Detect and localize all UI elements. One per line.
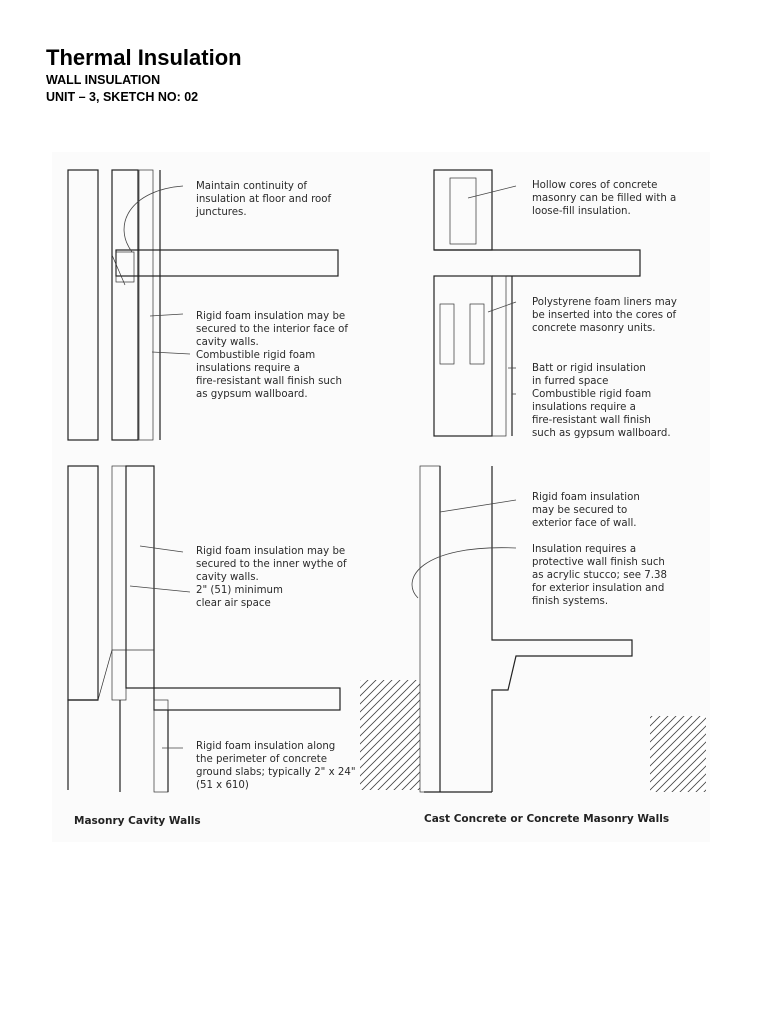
caption-masonry-cavity-walls: Masonry Cavity Walls: [74, 815, 201, 827]
note-tl-2: [196, 311, 351, 400]
note-bl-2-line: ground slabs; typically 2" x 24": [196, 767, 356, 778]
note-tr-3-line: insulations require a: [532, 402, 636, 413]
note-tr-2: [532, 297, 680, 334]
note-bl-1-line: cavity walls.: [196, 572, 259, 583]
note-tr-2-line: concrete masonry units.: [532, 323, 656, 334]
note-br-1-line: exterior face of wall.: [532, 518, 637, 529]
page-subtitle: WALL INSULATION: [46, 73, 161, 87]
note-br-1: [532, 492, 643, 529]
note-tr-3-line: Batt or rigid insulation: [532, 363, 646, 374]
note-bl-2-line: the perimeter of concrete: [196, 754, 328, 765]
note-tl-2-line: secured to the interior face of: [196, 324, 348, 335]
note-tr-1-line: loose-fill insulation.: [532, 206, 631, 217]
note-bl-1: [196, 546, 350, 609]
note-tr-3-line: fire-resistant wall finish: [532, 415, 651, 426]
note-tr-2-line: Polystyrene foam liners may: [532, 297, 677, 308]
note-bl-1-line: clear air space: [196, 598, 271, 609]
note-br-1-line: may be secured to: [532, 505, 628, 516]
note-bl-2: [196, 741, 359, 791]
note-tr-3-line: Combustible rigid foam: [532, 389, 652, 400]
note-tr-3-line: in furred space: [532, 376, 609, 387]
note-tl-2-line: insulations require a: [196, 363, 300, 374]
note-tr-1-line: Hollow cores of concrete: [532, 180, 658, 191]
note-br-2: [532, 544, 670, 607]
note-br-2-line: as acrylic stucco; see 7.38: [532, 570, 667, 581]
note-tl-1: [195, 181, 334, 218]
note-br-2-line: protective wall finish such: [532, 557, 665, 568]
note-tl-1-line: insulation at floor and roof: [196, 194, 332, 205]
note-tr-1: [532, 180, 680, 217]
page-title: Thermal Insulation: [46, 45, 242, 70]
note-tr-2-line: be inserted into the cores of: [532, 310, 677, 321]
note-tl-2-line: Combustible rigid foam: [196, 350, 316, 361]
note-br-2-line: finish systems.: [532, 596, 609, 607]
caption-cast-concrete-walls: Cast Concrete or Concrete Masonry Walls: [424, 813, 670, 825]
note-tl-2-line: fire-resistant wall finish such: [196, 376, 342, 387]
note-tl-2-line: Rigid foam insulation may be: [196, 311, 346, 322]
note-tl-1-line: junctures.: [196, 207, 247, 218]
note-br-1-line: Rigid foam insulation: [532, 492, 640, 503]
note-bl-2-line: (51 x 610): [196, 780, 249, 791]
unit-sketch-label: UNIT – 3, SKETCH NO: 02: [46, 90, 199, 104]
note-tl-1-line: Maintain continuity of: [196, 181, 308, 192]
note-bl-1-line: Rigid foam insulation may be: [196, 546, 346, 557]
note-bl-1-line: 2" (51) minimum: [196, 585, 283, 596]
note-br-2-line: for exterior insulation and: [532, 583, 665, 594]
note-bl-2-line: Rigid foam insulation along: [196, 741, 336, 752]
note-tr-3: [532, 363, 671, 439]
note-tr-3-line: such as gypsum wallboard.: [532, 428, 671, 439]
note-bl-1-line: secured to the inner wythe of: [196, 559, 347, 570]
note-br-2-line: Insulation requires a: [532, 544, 637, 555]
note-tl-2-line: cavity walls.: [196, 337, 259, 348]
note-tr-1-line: masonry can be filled with a: [532, 193, 677, 204]
note-tl-2-line: as gypsum wallboard.: [196, 389, 308, 400]
